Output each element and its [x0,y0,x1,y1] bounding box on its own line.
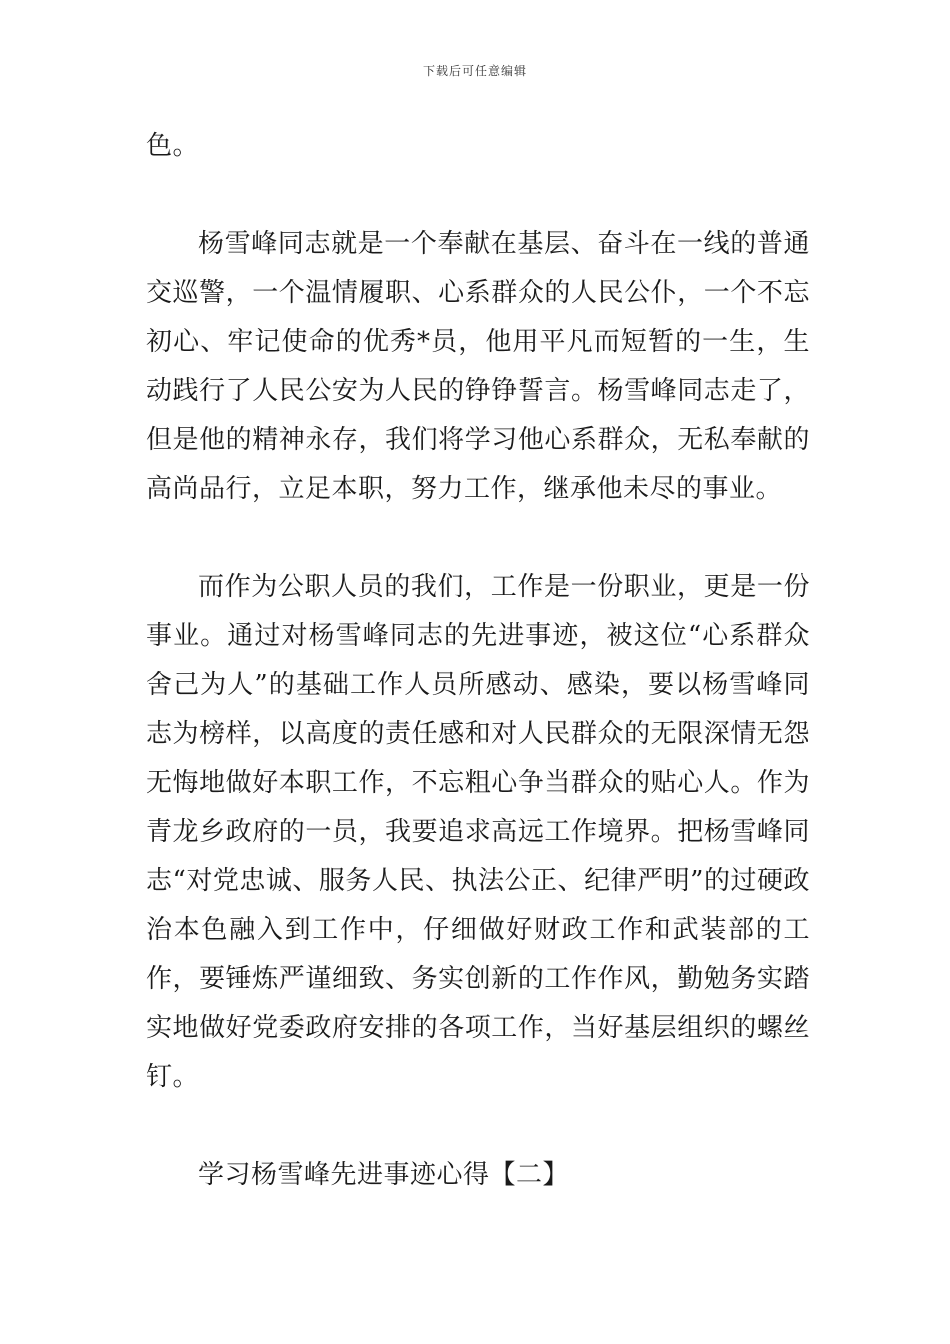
paragraph-gap [146,1102,810,1151]
paragraph: 杨雪峰同志就是一个奉献在基层、奋斗在一线的普通交巡警，一个温情履职、心系群众的人民公仆，一个不忘初心、牢记使命的优秀*员，他用平凡而短暂的一生，生动践行了人民公安为人民的铮铮誓言。杨雪峰同志走了，但是他的精神永存，我们将学习他心系群众，无私奉献的高尚品行，立足本职，努力工作，继承他未尽的事业。 [146,229,810,504]
paragraph-gap [146,171,810,220]
page-header: 下载后可任意编辑 [422,64,527,78]
paragraph-continuation: 色。 [146,131,200,161]
paragraph: 而作为公职人员的我们，工作是一份职业，更是一份事业。通过对杨雪峰同志的先进事迹，被这位“心系群众舍己为人”的基础工作人员所感动、感染，要以杨雪峰同志为榜样，以高度的责任感和对人民群众的无限深情无怨无悔地做好本职工作，不忘粗心争当群众的贴心人。作为青龙乡政府的一员，我要追求高远工作境界。把杨雪峰同志“对党忠诚、服务人民、执法公正、纪律严明”的过硬政治本色融入到工作中，仔细做好财政工作和武装部的工作，要锤炼严谨细致、务实创新的工作作风，勤勉务实踏实地做好党委政府安排的各项工作，当好基层组织的螺丝钉。 [146,572,810,1092]
section-heading: 学习杨雪峰先进事迹心得【二】 [198,1160,570,1190]
document-body [146,122,810,1200]
paragraph-gap [146,514,810,563]
